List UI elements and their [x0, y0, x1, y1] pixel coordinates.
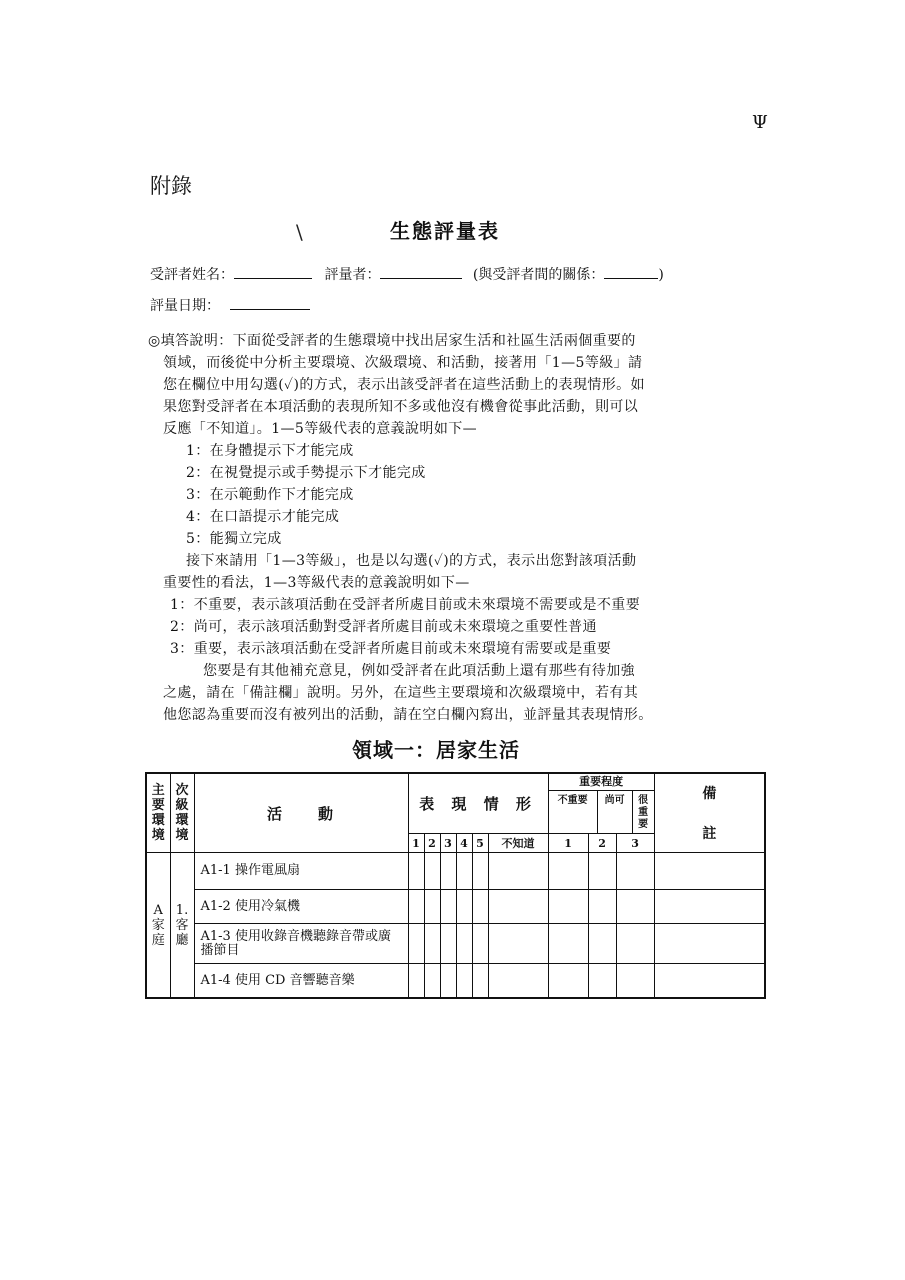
- perf-col-1: 1: [408, 834, 424, 853]
- assessment-table: [145, 772, 766, 999]
- perf-col-2: 2: [424, 834, 440, 853]
- perf-col-unknown: 不知道: [488, 834, 548, 853]
- perf-col-4: 4: [456, 834, 472, 853]
- check-cell[interactable]: [408, 924, 424, 964]
- check-cell[interactable]: [616, 964, 654, 998]
- table-row: [146, 964, 765, 998]
- check-cell[interactable]: [440, 924, 456, 964]
- table-row: [146, 853, 765, 890]
- activity-cell: A1-4 使用 CD 音響聽音樂: [194, 964, 408, 998]
- imp-very-label: 很重要: [638, 795, 649, 831]
- instruction-line: ◎填答說明：下面從受評者的生態環境中找出居家生活和社區生活兩個重要的: [148, 333, 636, 349]
- check-cell[interactable]: [488, 890, 548, 924]
- check-cell[interactable]: [472, 964, 488, 998]
- imp-col-3: 3: [616, 834, 654, 853]
- imp-not-label: 不重要: [549, 791, 598, 833]
- check-cell[interactable]: [440, 964, 456, 998]
- check-cell[interactable]: [408, 853, 424, 890]
- form-title: 生態評量表: [390, 219, 500, 243]
- name-row: [150, 264, 664, 284]
- performance-level: 1：在身體提示下才能完成: [186, 443, 354, 459]
- remarks-bottom: 註: [702, 826, 717, 843]
- importance-level: 3：重要，表示該項活動在受評者所處目前或未來環境有需要或是重要: [170, 641, 612, 657]
- check-cell[interactable]: [616, 853, 654, 890]
- header-importance: [548, 773, 654, 834]
- check-cell[interactable]: [424, 853, 440, 890]
- check-cell[interactable]: [548, 924, 588, 964]
- name-label: 受評者姓名：: [150, 267, 234, 283]
- check-cell[interactable]: [472, 924, 488, 964]
- remarks-cell[interactable]: [654, 964, 765, 998]
- activity-cell: A1-3 使用收錄音機聽錄音帶或廣播節目: [194, 924, 408, 964]
- check-cell[interactable]: [424, 890, 440, 924]
- header-main-env: 主要環境: [146, 773, 170, 853]
- check-cell[interactable]: [472, 890, 488, 924]
- closing-line: 您要是有其他補充意見，例如受評者在此項活動上還有那些有待加強: [203, 663, 635, 679]
- importance-intro: 接下來請用「1—3等級」，也是以勾選(✓)的方式，表示出您對該項活動: [186, 553, 637, 569]
- performance-level: 3：在示範動作下才能完成: [186, 487, 354, 503]
- check-cell[interactable]: [488, 853, 548, 890]
- check-cell[interactable]: [548, 853, 588, 890]
- performance-level: 5：能獨立完成: [186, 531, 282, 547]
- corner-mark: Ψ: [752, 112, 768, 133]
- perf-col-5: 5: [472, 834, 488, 853]
- instruction-line: 反應「不知道」。1—5等級代表的意義說明如下—: [163, 421, 478, 437]
- instruction-line: 果您對受評者在本項活動的表現所知不多或他沒有機會從事此活動，則可以: [163, 399, 639, 415]
- check-cell[interactable]: [588, 853, 616, 890]
- sub-env-cell: 1.客廳: [170, 853, 194, 998]
- remarks-top: 備: [702, 786, 717, 803]
- check-cell[interactable]: [456, 853, 472, 890]
- header-activity: 活 動: [194, 773, 408, 853]
- closing-line: 之處，請在「備註欄」說明。另外，在這些主要環境和次級環境中，若有其: [163, 685, 639, 701]
- check-cell[interactable]: [488, 924, 548, 964]
- imp-col-2: 2: [588, 834, 616, 853]
- remarks-cell[interactable]: [654, 853, 765, 890]
- relation-blank[interactable]: [604, 264, 658, 279]
- check-cell[interactable]: [488, 964, 548, 998]
- check-cell[interactable]: [456, 924, 472, 964]
- check-cell[interactable]: [424, 924, 440, 964]
- check-cell[interactable]: [588, 964, 616, 998]
- check-cell[interactable]: [616, 924, 654, 964]
- check-cell[interactable]: [588, 890, 616, 924]
- check-cell[interactable]: [440, 853, 456, 890]
- domain-title: 領域一：居家生活: [352, 738, 520, 762]
- remarks-cell[interactable]: [654, 890, 765, 924]
- date-row: [150, 295, 310, 315]
- header-performance: 表 現 情 形: [408, 773, 548, 834]
- appendix-label: 附錄: [150, 174, 192, 198]
- name-blank[interactable]: [234, 264, 312, 279]
- header-sub-env: 次級環境: [170, 773, 194, 853]
- main-env-cell: A家庭: [146, 853, 170, 998]
- stray-mark: \: [296, 220, 303, 244]
- activity-cell: A1-1 操作電風扇: [194, 853, 408, 890]
- check-cell[interactable]: [548, 964, 588, 998]
- table-row: [146, 924, 765, 964]
- header-remarks: [654, 773, 765, 853]
- performance-level: 4：在口語提示才能完成: [186, 509, 340, 525]
- date-blank[interactable]: [230, 295, 310, 310]
- check-cell[interactable]: [456, 964, 472, 998]
- instruction-line: 領域，而後從中分析主要環境、次級環境、和活動，接著用「1—5等級」請: [163, 355, 643, 371]
- check-cell[interactable]: [456, 890, 472, 924]
- check-cell[interactable]: [472, 853, 488, 890]
- importance-level: 1：不重要，表示該項活動在受評者所處目前或未來環境不需要或是不重要: [170, 597, 641, 613]
- check-cell[interactable]: [440, 890, 456, 924]
- activity-cell: A1-2 使用冷氣機: [194, 890, 408, 924]
- table-row: [146, 890, 765, 924]
- performance-level: 2：在視覺提示或手勢提示下才能完成: [186, 465, 426, 481]
- relation-close: ): [658, 267, 664, 283]
- remarks-cell[interactable]: [654, 924, 765, 964]
- check-cell[interactable]: [616, 890, 654, 924]
- check-cell[interactable]: [408, 890, 424, 924]
- perf-col-3: 3: [440, 834, 456, 853]
- relation-label: (與受評者間的關係：: [472, 267, 605, 283]
- check-cell[interactable]: [424, 964, 440, 998]
- instruction-line: 您在欄位中用勾選(✓)的方式，表示出該受評者在這些活動上的表現情形。如: [163, 377, 645, 393]
- imp-ok-label: 尚可: [598, 791, 633, 833]
- check-cell[interactable]: [408, 964, 424, 998]
- assessor-label: 評量者：: [324, 267, 381, 283]
- importance-level: 2：尚可，表示該項活動對受評者所處目前或未來環境之重要性普通: [170, 619, 597, 635]
- check-cell[interactable]: [548, 890, 588, 924]
- check-cell[interactable]: [588, 924, 616, 964]
- importance-title: 重要程度: [549, 774, 654, 791]
- imp-col-1: 1: [548, 834, 588, 853]
- assessor-blank[interactable]: [380, 264, 462, 279]
- closing-line: 他您認為重要而沒有被列出的活動，請在空白欄內寫出，並評量其表現情形。: [163, 707, 653, 723]
- importance-intro: 重要性的看法，1—3等級代表的意義說明如下—: [163, 575, 470, 591]
- date-label: 評量日期：: [150, 298, 220, 314]
